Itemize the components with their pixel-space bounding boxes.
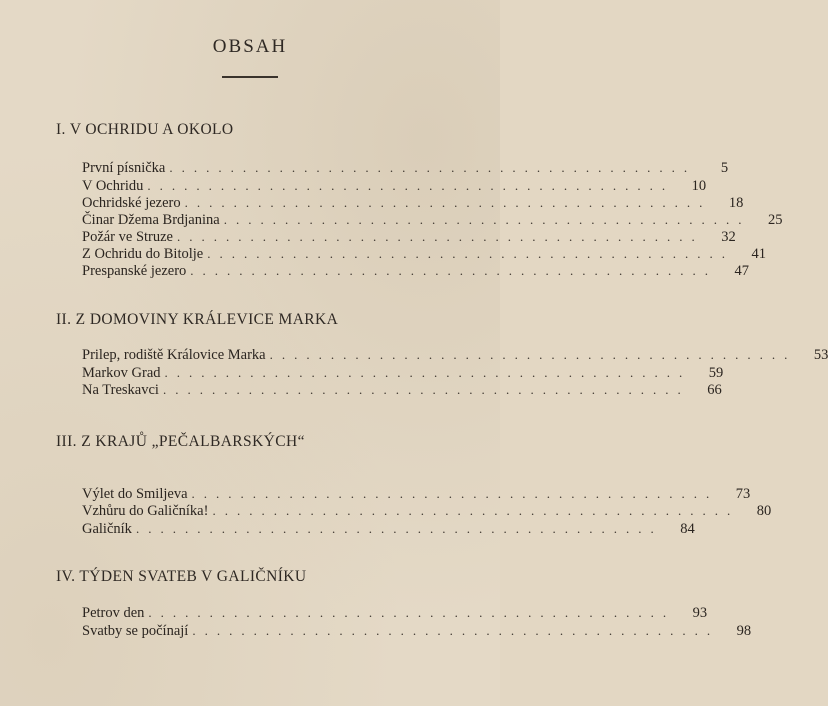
entry-title: Požár ve Struze (82, 229, 173, 245)
entry-title: Činar Džema Brdjanina (82, 212, 220, 228)
entry-page-number: 32 (721, 229, 736, 245)
entry-page-number: 93 (692, 605, 708, 621)
toc-entry (82, 228, 736, 246)
entry-title: První písnička (82, 160, 166, 176)
section-heading-4: IV. TÝDEN SVATEB V GALIČNÍKU (56, 568, 307, 585)
toc-entry (82, 194, 744, 212)
entry-page-number: 18 (728, 195, 744, 211)
leader-dots: ........................................... (191, 486, 719, 501)
entry-title: Prilep, rodiště Královice Marka (82, 347, 266, 363)
toc-entry (82, 502, 772, 520)
leader-dots: ........................................... (269, 347, 797, 362)
section-heading-3: III. Z KRAJŮ „PEČALBARSKÝCH“ (56, 433, 305, 450)
leader-dots: ........................................... (223, 212, 751, 227)
entry-page-number: 25 (767, 212, 783, 228)
entry-title: Vzhůru do Galičníka! (82, 503, 209, 519)
toc-entry (82, 485, 751, 503)
entry-page-number: 53 (813, 347, 828, 363)
leader-dots: ........................................... (177, 229, 704, 244)
leader-dots: ........................................... (192, 623, 720, 638)
entry-title: Z Ochridu do Bitolje (82, 246, 204, 262)
entry-page-number: 66 (707, 382, 722, 398)
entry-title: Prespanské jezero (82, 263, 187, 279)
entry-page-number: 10 (691, 178, 707, 194)
toc-entry (82, 346, 828, 364)
entry-title: Na Treskavci (82, 382, 159, 398)
entry-title: V Ochridu (82, 178, 144, 194)
entry-page-number: 59 (708, 365, 724, 381)
title-underline (222, 76, 278, 78)
leader-dots: ........................................... (190, 263, 718, 278)
toc-entry (82, 364, 724, 382)
entry-title: Ochridské jezero (82, 195, 181, 211)
toc-entry (82, 159, 729, 177)
leader-dots: ........................................... (169, 160, 697, 175)
leader-dots: ........................................... (184, 195, 712, 210)
leader-dots: ........................................... (148, 605, 676, 620)
entry-page-number: 5 (720, 160, 729, 176)
toc-entry (82, 604, 708, 622)
entry-page-number: 98 (736, 623, 752, 639)
leader-dots: ........................................... (207, 246, 734, 261)
section-heading-2: II. Z DOMOVINY KRÁLEVICE MARKA (56, 311, 339, 328)
entry-title: Svatby se počínají (82, 623, 189, 639)
entry-page-number: 47 (734, 263, 750, 279)
leader-dots: ........................................... (147, 178, 675, 193)
section-heading-1: I. V OCHRIDU A OKOLO (56, 121, 234, 138)
leader-dots: ........................................... (164, 365, 692, 380)
toc-entry (82, 211, 783, 229)
entry-title: Petrov den (82, 605, 145, 621)
toc-entry (82, 177, 707, 195)
page-title: OBSAH (212, 36, 288, 57)
entry-title: Výlet do Smiljeva (82, 486, 188, 502)
toc-entry (82, 381, 722, 399)
entry-page-number: 80 (756, 503, 772, 519)
leader-dots: ........................................... (162, 382, 690, 397)
entry-page-number: 41 (751, 246, 766, 262)
toc-entry (82, 520, 695, 538)
leader-dots: ........................................... (135, 521, 663, 536)
leader-dots: ........................................... (212, 503, 740, 518)
toc-entry (82, 622, 752, 640)
toc-entry (82, 262, 750, 280)
entry-page-number: 73 (735, 486, 751, 502)
entry-title: Markov Grad (82, 365, 161, 381)
toc-entry (82, 245, 766, 263)
entry-title: Galičník (82, 521, 132, 537)
entry-page-number: 84 (680, 521, 695, 537)
